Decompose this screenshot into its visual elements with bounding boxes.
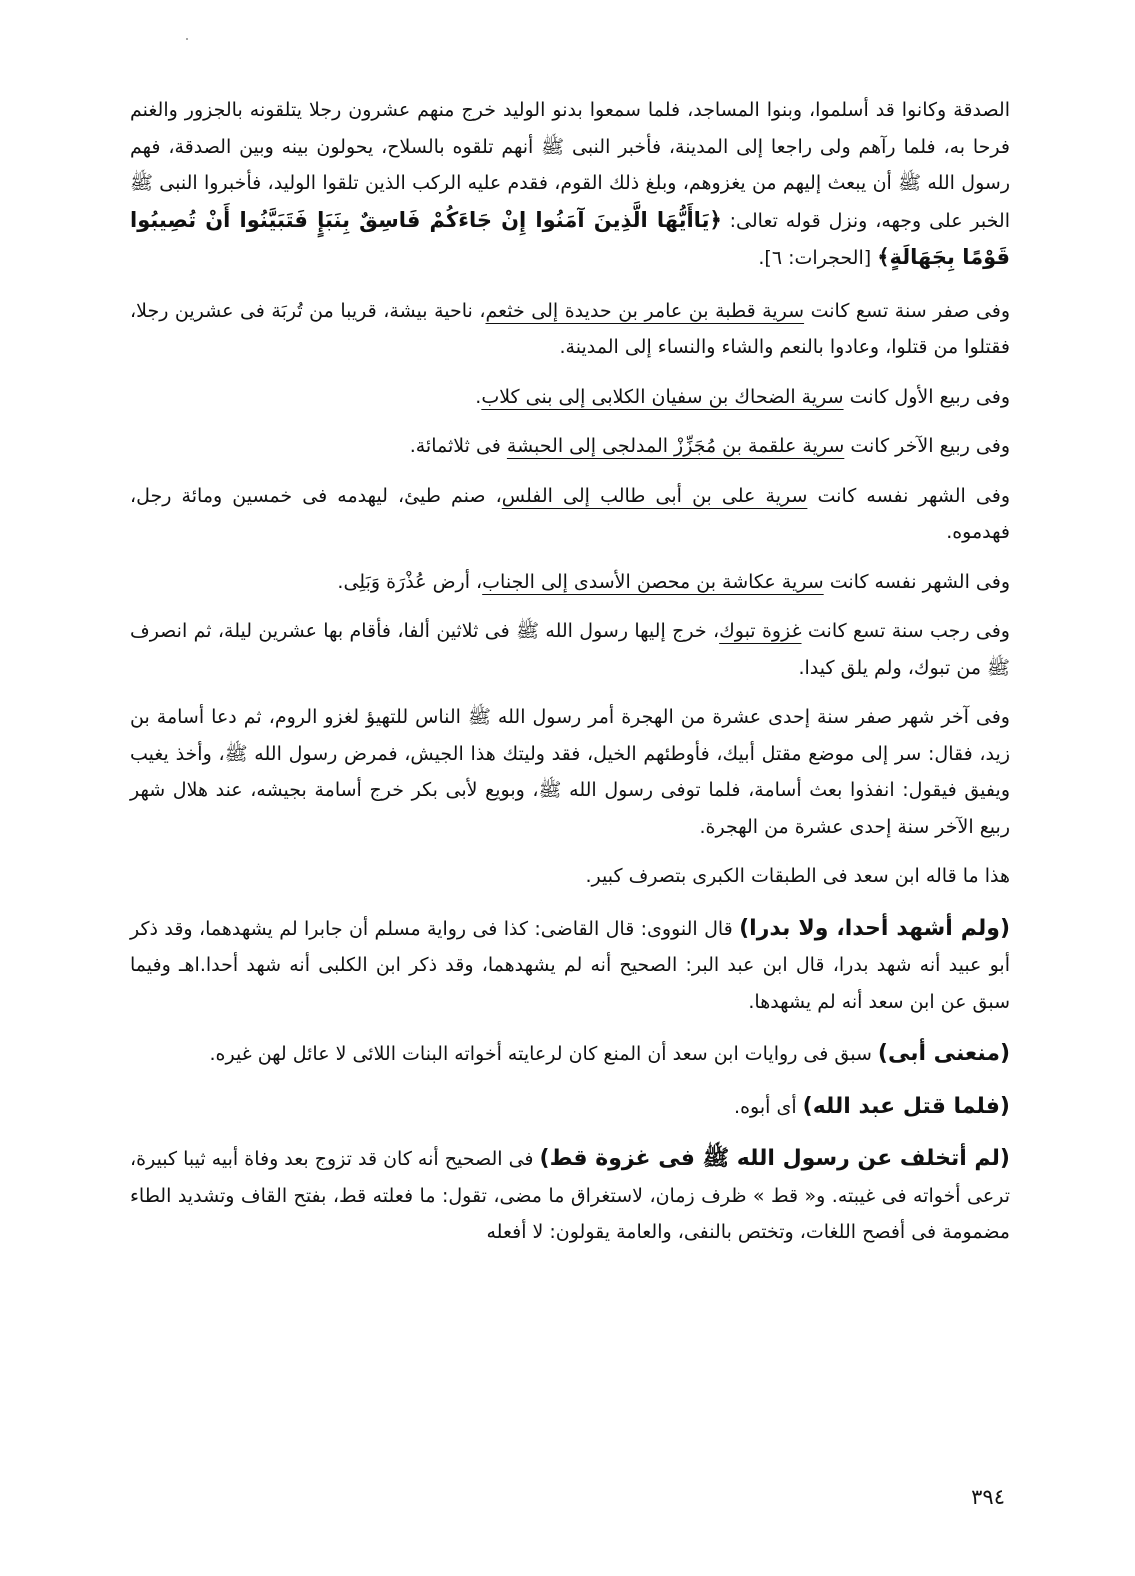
paragraph-ali-expedition — [130, 478, 1010, 551]
commentary-text-never-absent: فى الصحيح أنه كان قد تزوج بعد وفاة أبيه ثيبا كبيرة، ترعى أخواته فى غيبته. و« قط » ظرف زمان، لاستغراق ما مضى، تقول: ما فعلته قط، بفتح القاف وتشديد الطاء مضمومة فى أفصح اللغات، وتختص بالنفى، والعامة يقولون: لا أفعله — [130, 1148, 1010, 1243]
commentary-text-father-killed: أى أبوه. — [734, 1095, 803, 1118]
paragraph-ukkasha-expedition — [130, 564, 1010, 601]
commentary-text-uhud-badr: قال النووى: قال القاضى: كذا فى رواية مسلم أن جابرا لم يشهدهما، وقد ذكر أبو عبيد أنه شهد بدرا، قال ابن عبد البر: الصحيح أنه لم يشهدهما، وقد ذكر ابن الكلبى أنه شهد أحدا.اهـ وفيما سبق عن ابن سعد أنه لم يشهدها. — [130, 917, 1010, 1013]
page-number: ٣٩٤ — [971, 1485, 1005, 1509]
paragraph-commentary-prevented — [130, 1036, 1010, 1073]
page-body — [130, 92, 1010, 1251]
ali-rest: ، صنم طيئ، ليهدمه فى خمسين ومائة رجل، فهدموه. — [130, 484, 1010, 543]
commentary-heading-prevented: (منعنى أبى) — [877, 1041, 1010, 1066]
expedition-alqama: سرية علقمة بن مُجَزِّزْ المدلجى إلى الحبشة — [506, 435, 845, 457]
paragraph-walid-story — [130, 92, 1010, 277]
scan-speck — [186, 38, 188, 40]
paragraph-commentary-father-killed — [130, 1089, 1010, 1126]
commentary-heading-father-killed: (فلما قتل عبد الله) — [802, 1093, 1010, 1119]
commentary-heading-never-absent: (لم أتخلف عن رسول الله ﷺ فى غزوة قط) — [539, 1146, 1010, 1171]
rabi-awwal-intro: وفى ربيع الأول كانت — [843, 385, 1010, 408]
commentary-text-prevented: سبق فى روايات ابن سعد أن المنع كان لرعايته أخواته البنات اللائى لا عائل لهن غيره. — [209, 1043, 878, 1065]
commentary-heading-uhud-badr: (ولم أشهد أحدا، ولا بدرا) — [739, 915, 1011, 941]
rabi-akhir-end: فى ثلاثمائة. — [409, 435, 507, 457]
paragraph-safar-expedition — [130, 293, 1010, 366]
tabuk-intro: وفى رجب سنة تسع كانت — [801, 620, 1010, 642]
paragraph-rabi-akhir — [130, 428, 1010, 465]
safar-rest: ، ناحية بيشة، قريبا من تُربَة فى عشرين رجلا، فقتلوا من قتلوا، وعادوا بالنعم والشاء والنساء إلى المدينة. — [130, 299, 1010, 358]
expedition-tabuk: غزوة تبوك — [719, 620, 802, 642]
walid-text: الصدقة وكانوا قد أسلموا، وبنوا المساجد، فلما سمعوا بدنو الوليد خرج منهم عشرون رجلا يتلقونه بالجزور والغنم فرحا به، فلما رآهم ولى راجعا إلى المدينة، فأخبر النبى ﷺ أنهم تلقوه بالسلاح، يحولون بينه وبين الصدقة، فهم رسول الله ﷺ أن يبعث إليهم من يغزوهم، وبلغ ذلك القوم، فقدم عليه الركب الذين تلقوا الوليد، فأخبروا النبى ﷺ الخبر على وجهه، ونزل قوله تعالى: — [130, 99, 1010, 232]
expedition-ukkasha: سرية عكاشة بن محصن الأسدى إلى الجناب — [482, 570, 824, 593]
ali-intro: وفى الشهر نفسه كانت — [807, 484, 1011, 507]
verse-reference: [الحجرات: ٦]. — [758, 247, 872, 269]
paragraph-commentary-uhud-badr — [130, 911, 1010, 1021]
tabuk-rest: ، خرج إليها رسول الله ﷺ فى ثلاثين ألفا، فأقام بها عشرين ليلة، ثم انصرف ﷺ من تبوك، ولم يلق كيدا. — [130, 620, 1010, 679]
paragraph-commentary-never-absent — [130, 1141, 1010, 1251]
quran-verse: ﴿يَاأَيُّهَا الَّذِينَ آمَنُوا إِنْ جَاءَكُمْ فَاسِقٌ بِنَبَإٍ فَتَبَيَّنُوا أَنْ تُصِيبُوا قَوْمًا بِجَهَالَةٍ﴾ — [130, 207, 1010, 269]
expedition-qutba: سرية قطبة بن عامر بن حديدة إلى خثعم — [485, 299, 805, 322]
paragraph-tabuk — [130, 613, 1010, 686]
ukkasha-rest: ، أرض عُذْرَة وَبَلِى. — [337, 570, 483, 593]
ukkasha-intro: وفى الشهر نفسه كانت — [823, 570, 1010, 593]
safar-intro: وفى صفر سنة تسع كانت — [804, 299, 1010, 322]
expedition-dahhak: سرية الضحاك بن سفيان الكلابى إلى بنى كلاب — [481, 385, 844, 408]
paragraph-ibn-saad-note: هذا ما قاله ابن سعد فى الطبقات الكبرى بتصرف كبير. — [585, 865, 1010, 887]
paragraph-rabi-awwal — [130, 379, 1010, 416]
paragraph-usama: وفى آخر شهر صفر سنة إحدى عشرة من الهجرة أمر رسول الله ﷺ الناس للتهيؤ لغزو الروم، ثم دعا أسامة بن زيد، فقال: سر إلى موضع مقتل أبيك، فأوطئهم الخيل، فقد وليتك هذا الجيش، فمرض رسول الله ﷺ، وأخذ يغيب ويفيق فيقول: انفذوا بعث أسامة، فلما توفى رسول الله ﷺ، وبويع لأبى بكر خرج أسامة بجيشه، عند هلال شهر ربيع الآخر سنة إحدى عشرة من الهجرة. — [130, 706, 1010, 838]
rabi-awwal-end: . — [475, 385, 482, 408]
expedition-ali: سرية على بن أبى طالب إلى الفلس — [501, 484, 808, 507]
rabi-akhir-intro: وفى ربيع الآخر كانت — [844, 435, 1010, 457]
